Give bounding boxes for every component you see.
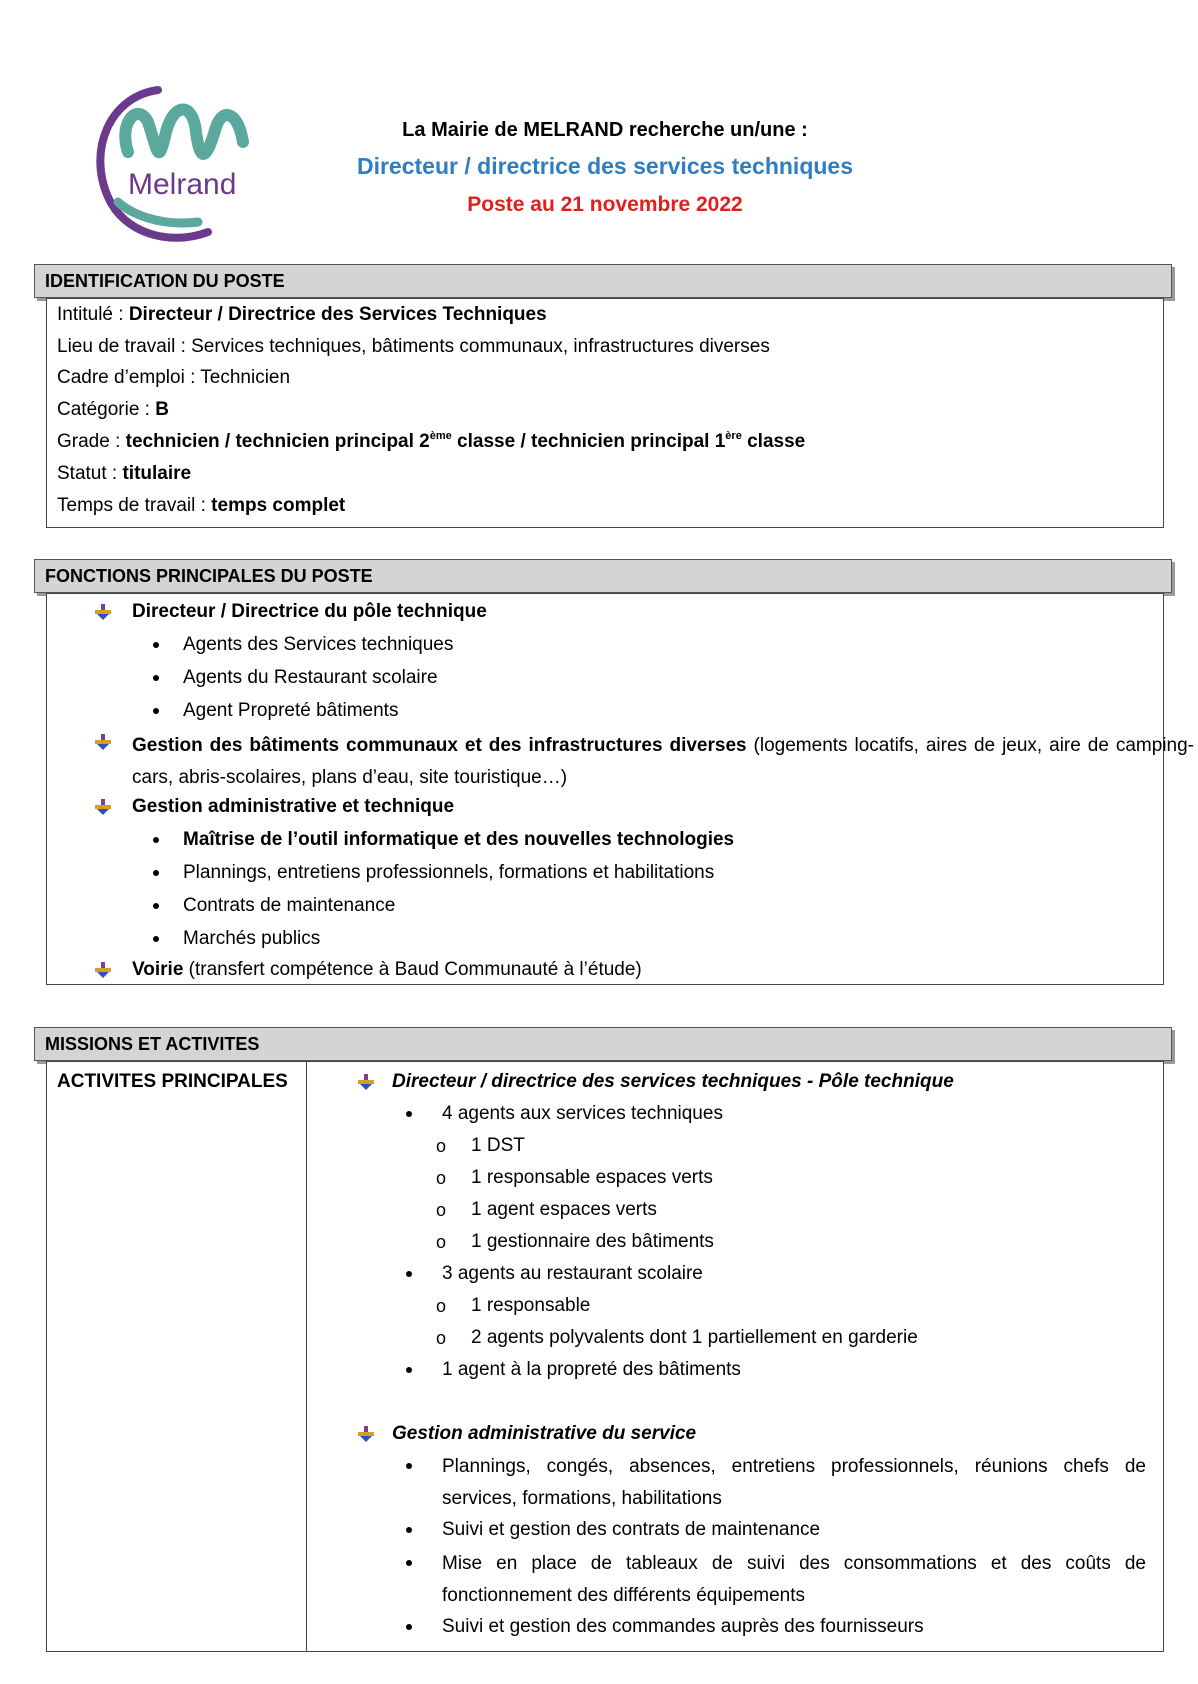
arrow-down-icon [93, 602, 113, 622]
fonction-3-item: Maîtrise de l’outil informatique et des nouvelles technologies [183, 829, 735, 850]
fonction-1-item: Agent Propreté bâtiments [183, 700, 399, 721]
mission-1-a-item: 1 responsable espaces verts [471, 1167, 713, 1188]
mission-1-a-item: 1 gestionnaire des bâtiments [471, 1231, 714, 1252]
mission-2-item: Mise en place de tableaux de suivi des consommations et des coûts de fonctionnement des différents équipements [442, 1553, 1146, 1606]
mission-1-b-item: 1 responsable [471, 1295, 591, 1316]
circle-bullet-icon: o [436, 1200, 447, 1220]
logo-text: Melrand [128, 168, 237, 201]
melrand-logo [88, 82, 268, 252]
fonction-3-item: Plannings, entretiens professionnels, formations et habilitations [183, 862, 715, 883]
column-divider [306, 1062, 307, 1651]
identification-box [46, 298, 1164, 528]
arrow-down-icon [93, 960, 113, 980]
bullet-icon [406, 1463, 412, 1469]
circle-bullet-icon: o [436, 1168, 447, 1188]
bullet-icon [153, 642, 159, 648]
cadre-line: Cadre d’emploi : Technicien [57, 367, 291, 388]
mission-1-a-item: 1 agent espaces verts [471, 1199, 657, 1220]
circle-bullet-icon: o [436, 1232, 447, 1252]
arrow-down-icon [93, 732, 113, 752]
header-line1: La Mairie de MELRAND recherche un/une : [402, 119, 808, 141]
circle-bullet-icon: o [436, 1328, 447, 1348]
fonction-1-item: Agents du Restaurant scolaire [183, 667, 438, 688]
arrow-down-icon [93, 797, 113, 817]
activites-label: ACTIVITES PRINCIPALES [57, 1071, 288, 1092]
mission-1-b: 3 agents au restaurant scolaire [442, 1263, 703, 1284]
section-missions-header: MISSIONS ET ACTIVITES [34, 1027, 1172, 1061]
statut-line: Statut : titulaire [57, 463, 192, 484]
bullet-icon [406, 1560, 412, 1566]
fonction-1-item: Agents des Services techniques [183, 634, 454, 655]
temps-line: Temps de travail : temps complet [57, 495, 346, 516]
start-date: Poste au 21 novembre 2022 [467, 193, 743, 216]
bullet-icon [153, 936, 159, 942]
mission-1-a: 4 agents aux services techniques [442, 1103, 723, 1124]
circle-bullet-icon: o [436, 1296, 447, 1316]
section-fonctions-header: FONCTIONS PRINCIPALES DU POSTE [34, 559, 1172, 593]
fonction-1: Directeur / Directrice du pôle technique [132, 601, 487, 622]
mission-2-item: Suivi et gestion des contrats de maintenance [442, 1519, 821, 1540]
lieu-line: Lieu de travail : Services techniques, bâtiments communaux, infrastructures diverses [57, 336, 770, 357]
mission-2-item: Plannings, congés, absences, entretiens professionnels, réunions chefs de services, formations, habilitations [442, 1456, 1146, 1509]
categorie-line: Catégorie : B [57, 399, 169, 420]
mission-1: Directeur / directrice des services techniques - Pôle technique [392, 1071, 954, 1092]
mission-1-a-item: 1 DST [471, 1135, 525, 1156]
bullet-icon [406, 1624, 412, 1630]
bullet-icon [153, 870, 159, 876]
fonctions-box [46, 593, 1194, 985]
section-identification-header: IDENTIFICATION DU POSTE [34, 264, 1172, 298]
mission-1-b-item: 2 agents polyvalents dont 1 partiellement en garderie [471, 1327, 918, 1348]
bullet-icon [153, 903, 159, 909]
fonction-3-item: Marchés publics [183, 928, 321, 949]
missions-box [46, 1061, 1164, 1652]
fonction-3: Gestion administrative et technique [132, 796, 455, 817]
intitule-line: Intitulé : Directeur / Directrice des Services Techniques [57, 304, 547, 325]
bullet-icon [153, 708, 159, 714]
bullet-icon [406, 1271, 412, 1277]
mission-2: Gestion administrative du service [392, 1423, 697, 1444]
grade-line: Grade : technicien / technicien principal 2ème classe / technicien principal 1ère classe [57, 430, 806, 452]
bullet-icon [406, 1527, 412, 1533]
job-title: Directeur / directrice des services techniques [356, 153, 854, 179]
mission-2-item: Suivi et gestion des commandes auprès des fournisseurs [442, 1616, 924, 1637]
bullet-icon [406, 1111, 412, 1117]
fonction-4: Voirie (transfert compétence à Baud Communauté à l’étude) [132, 959, 642, 980]
bullet-icon [153, 675, 159, 681]
bullet-icon [153, 837, 159, 843]
bullet-icon [406, 1367, 412, 1373]
circle-bullet-icon: o [436, 1136, 447, 1156]
mission-1-c: 1 agent à la propreté des bâtiments [442, 1359, 741, 1380]
fonction-2: Gestion des bâtiments communaux et des infrastructures diverses (logements locatifs, aires de jeux, aire de camping-cars, abris-scolaires, plans d’eau, site touristique…) [132, 735, 1194, 788]
arrow-down-icon [356, 1072, 376, 1092]
fonction-3-item: Contrats de maintenance [183, 895, 396, 916]
arrow-down-icon [356, 1424, 376, 1444]
